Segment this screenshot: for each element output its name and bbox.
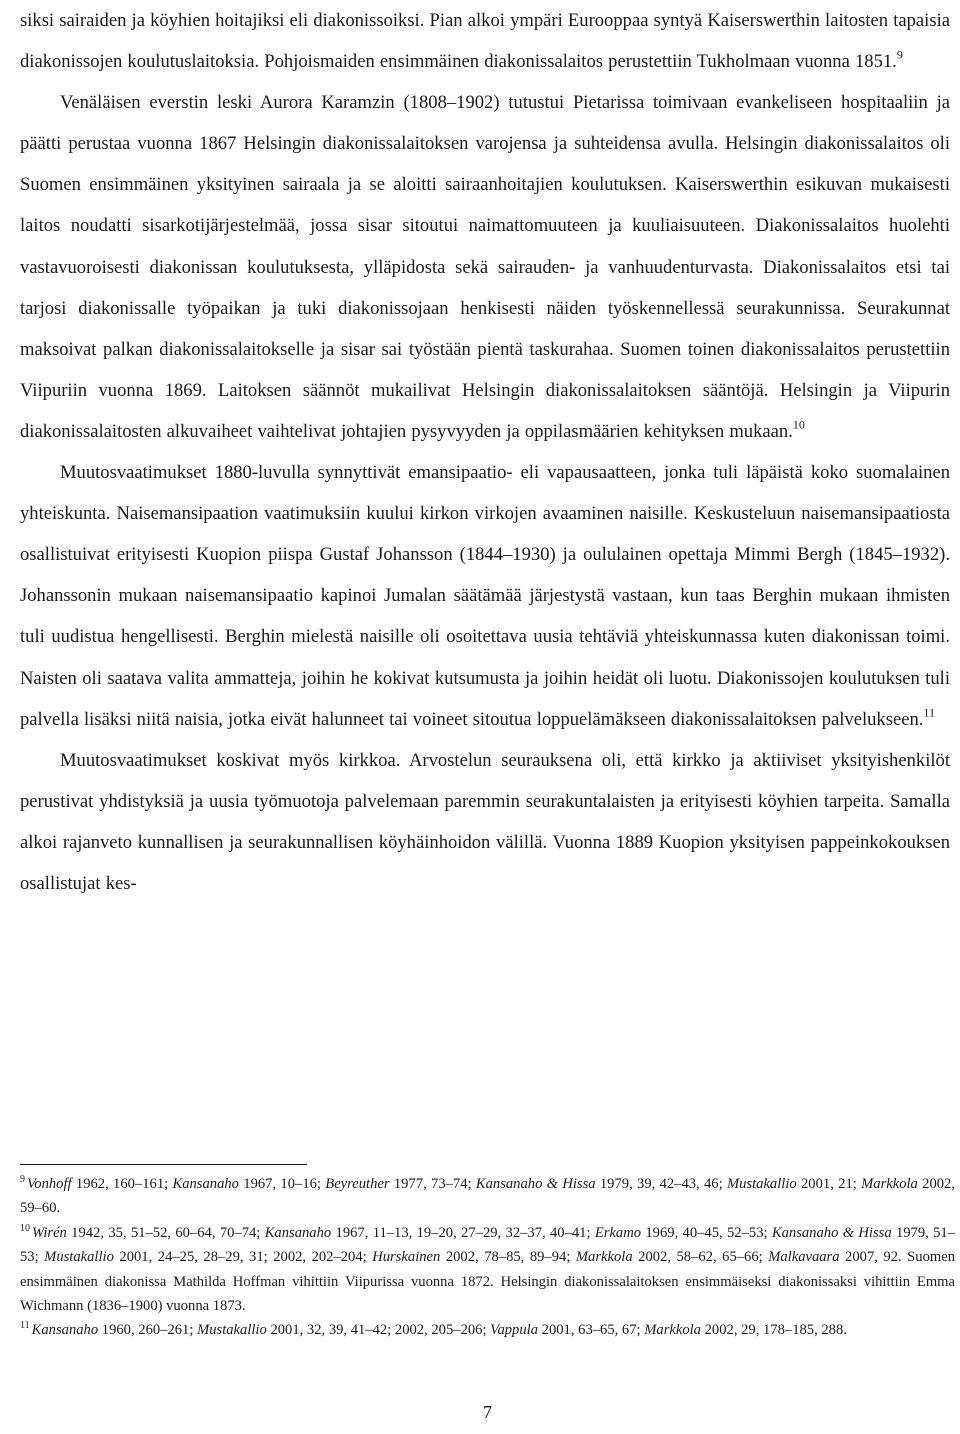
author: Markkola — [575, 1249, 633, 1266]
citation: 1967, 11–13, 19–20, 27–29, 32–37, 40–41; — [331, 1224, 595, 1241]
document-page — [20, 0, 956, 1422]
author: Kansanaho & Hissa — [771, 1224, 892, 1241]
citation: 2007, 92. Suomen ensimmäinen diakonissa Mathilda Hoffman vihittiin Viipurissa vuonna 1872. Helsingin diakonissalaitoksen ensimmäiseksi diakonissaksi vihittiin Emma Wichmann (1836–1900) vuonna 1873. — [20, 1249, 955, 1315]
citation: 1960, 260–261; — [98, 1322, 198, 1339]
paragraph-3-text: Muutosvaatimukset 1880-luvulla synnyttivät emansipaatio- eli vapausaatteen, jonka tuli läpäistä koko suomalainen yhteiskunta. Naisemansipaation vaatimuksiin kuului kirkon virkojen avaaminen naisille. Keskusteluun naisemansipaatiosta osallistuivat erityisesti Kuopion piispa Gustaf Johansson (1844–1930) ja oululainen opettaja Mimmi Bergh (1845–1932). Johanssonin mukaan naisemansipaatio kapinoi Jumalan säätämää järjestystä vastaan, kun taas Berghin mukaan ihmisten tuli uudistua hengellisesti. Berghin mielestä naisille oli osoitettava uusia tehtäviä yhteiskunnassa kuten diakonissan toimi. Naisten oli saatava valita ammatteja, joihin he kokivat kutsumusta ja joihin heidät oli luotu. Diakonissojen koulutuksen tuli palvella lisäksi niitä naisia, jotka eivät halunneet tai voineet sitoutua loppuelämäkseen diakonissalaitoksen palvelukseen. — [20, 462, 950, 730]
author: Markkola — [861, 1176, 918, 1192]
author: Markkola — [644, 1322, 701, 1339]
author: Vappula — [490, 1322, 539, 1339]
citation: 1962, 160–161; — [71, 1176, 173, 1192]
author: Malkavaara — [768, 1249, 840, 1266]
citation: 1979, 51–53; — [20, 1224, 956, 1266]
paragraph-2 — [20, 82, 950, 452]
author: Kansanaho — [31, 1322, 99, 1339]
citation: 2002, 58–62, 65–66; — [632, 1249, 769, 1266]
citation: 2002, 29, 178–185, 288. — [700, 1322, 847, 1339]
paragraph-2-text: Venäläisen everstin leski Aurora Karamzin (1808–1902) tutustui Pietarissa toimivaan evankeliseen hospitaaliin ja päätti perustaa vuonna 1867 Helsingin diakonissalaitoksen varojensa ja suhteidensa avulla. Helsingin diakonissalaitos oli Suomen ensimmäinen yksityinen sairaala ja se aloitti sairaanhoitajien koulutuksen. Kaiserswerthin esikuvan mukaisesti laitos noudatti sisarkotijärjestelmää, jossa sisar sitoutui naimattomuuteen ja kuuliaisuuteen. Diakonissalaitos huolehti vastavuoroisesti diakonissan koulutuksesta, ylläpidosta sekä sairauden- ja vanhuudenturvasta. Diakonissalaitos etsi tai tarjosi diakonissalle työpaikan ja tuki diakonissojaan henkisesti näiden työskennellessä seurakunnissa. Seurakunnat maksoivat palkan diakonissalaitokselle ja sisar sai työstään pientä taskurahaa. Suomen toinen diakonissalaitos perustettiin Viipuriin vuonna 1869. Laitoksen säännöt mukailivat Helsingin diakonissalaitoksen sääntöjä. Helsingin ja Viipurin diakonissalaitosten alkuvaiheet vaihtelivat johtajien pysyvyyden ja oppilasmäärien kehityksen mukaan. — [20, 92, 950, 442]
citation: 1942, 35, 51–52, 60–64, 70–74; — [66, 1224, 265, 1241]
author: Mustakallio — [726, 1176, 797, 1192]
author: Vonhoff — [27, 1176, 72, 1192]
author: Hurskainen — [372, 1249, 441, 1266]
footnote-ref-9[interactable]: 9 — [896, 47, 903, 62]
author: Kansanaho — [172, 1176, 239, 1192]
author: Mustakallio — [197, 1322, 267, 1339]
citation: 2001, 63–65, 67; — [538, 1322, 645, 1339]
author: Kansanaho & Hissa — [475, 1176, 596, 1192]
footnote-number: 9 — [20, 1174, 25, 1185]
citation: 1967, 10–16; — [238, 1176, 326, 1192]
footnote-number: 11 — [20, 1320, 30, 1332]
citation: 1979, 39, 42–43, 46; — [595, 1176, 727, 1192]
footnote-ref-11[interactable]: 11 — [923, 705, 935, 720]
footnote-9 — [20, 1172, 955, 1221]
footnote-11 — [20, 1318, 955, 1342]
citation: 2001, 32, 39, 41–42; 2002, 205–206; — [266, 1322, 491, 1339]
footnote-ref-10[interactable]: 10 — [792, 417, 805, 432]
author: Wirén — [32, 1224, 67, 1241]
citation: 2002, 78–85, 89–94; — [440, 1249, 576, 1266]
page-number: 7 — [483, 1402, 492, 1422]
body-text — [20, 0, 950, 904]
footnote-10 — [20, 1221, 955, 1319]
footnotes — [20, 1172, 955, 1343]
footnote-separator — [20, 1164, 307, 1165]
paragraph-1-text: siksi sairaiden ja köyhien hoitajiksi eli diakonissoiksi. Pian alkoi ympäri Eurooppaa syntyä Kaiserswerthin laitosten tapaisia diakonissojen koulutuslaitoksia. Pohjoismaiden ensimmäinen diakonissalaitos perustettiin Tukholmaan vuonna 1851. — [20, 10, 950, 73]
author: Erkamo — [594, 1224, 642, 1241]
citation: 2001, 24–25, 28–29, 31; 2002, 202–204; — [113, 1249, 373, 1266]
paragraph-4: Muutosvaatimukset koskivat myös kirkkoa. Arvostelun seurauksena oli, että kirkko ja aktiiviset yksityishenkilöt perustivat yhdistyksiä ja uusia työmuotoja palvelemaan paremmin seurakuntalaisten ja erityisesti köyhien tarpeita. Samalla alkoi rajanveto kunnallisen ja seurakunnallisen köyhäinhoidon välillä. Vuonna 1889 Kuopion yksityisen pappeinkokouksen osallistujat kes- — [20, 749, 950, 894]
author: Beyreuther — [325, 1176, 390, 1192]
citation: 1977, 73–74; — [389, 1176, 476, 1192]
citation: 2001, 21; — [796, 1176, 862, 1192]
paragraph-3 — [20, 452, 950, 740]
paragraph-1 — [20, 0, 950, 82]
author: Kansanaho — [264, 1224, 332, 1241]
citation: 1969, 40–45, 52–53; — [641, 1224, 772, 1241]
author: Mustakallio — [44, 1249, 114, 1266]
citation: 2002, 59–60. — [20, 1176, 955, 1217]
footnote-number: 10 — [20, 1222, 30, 1234]
